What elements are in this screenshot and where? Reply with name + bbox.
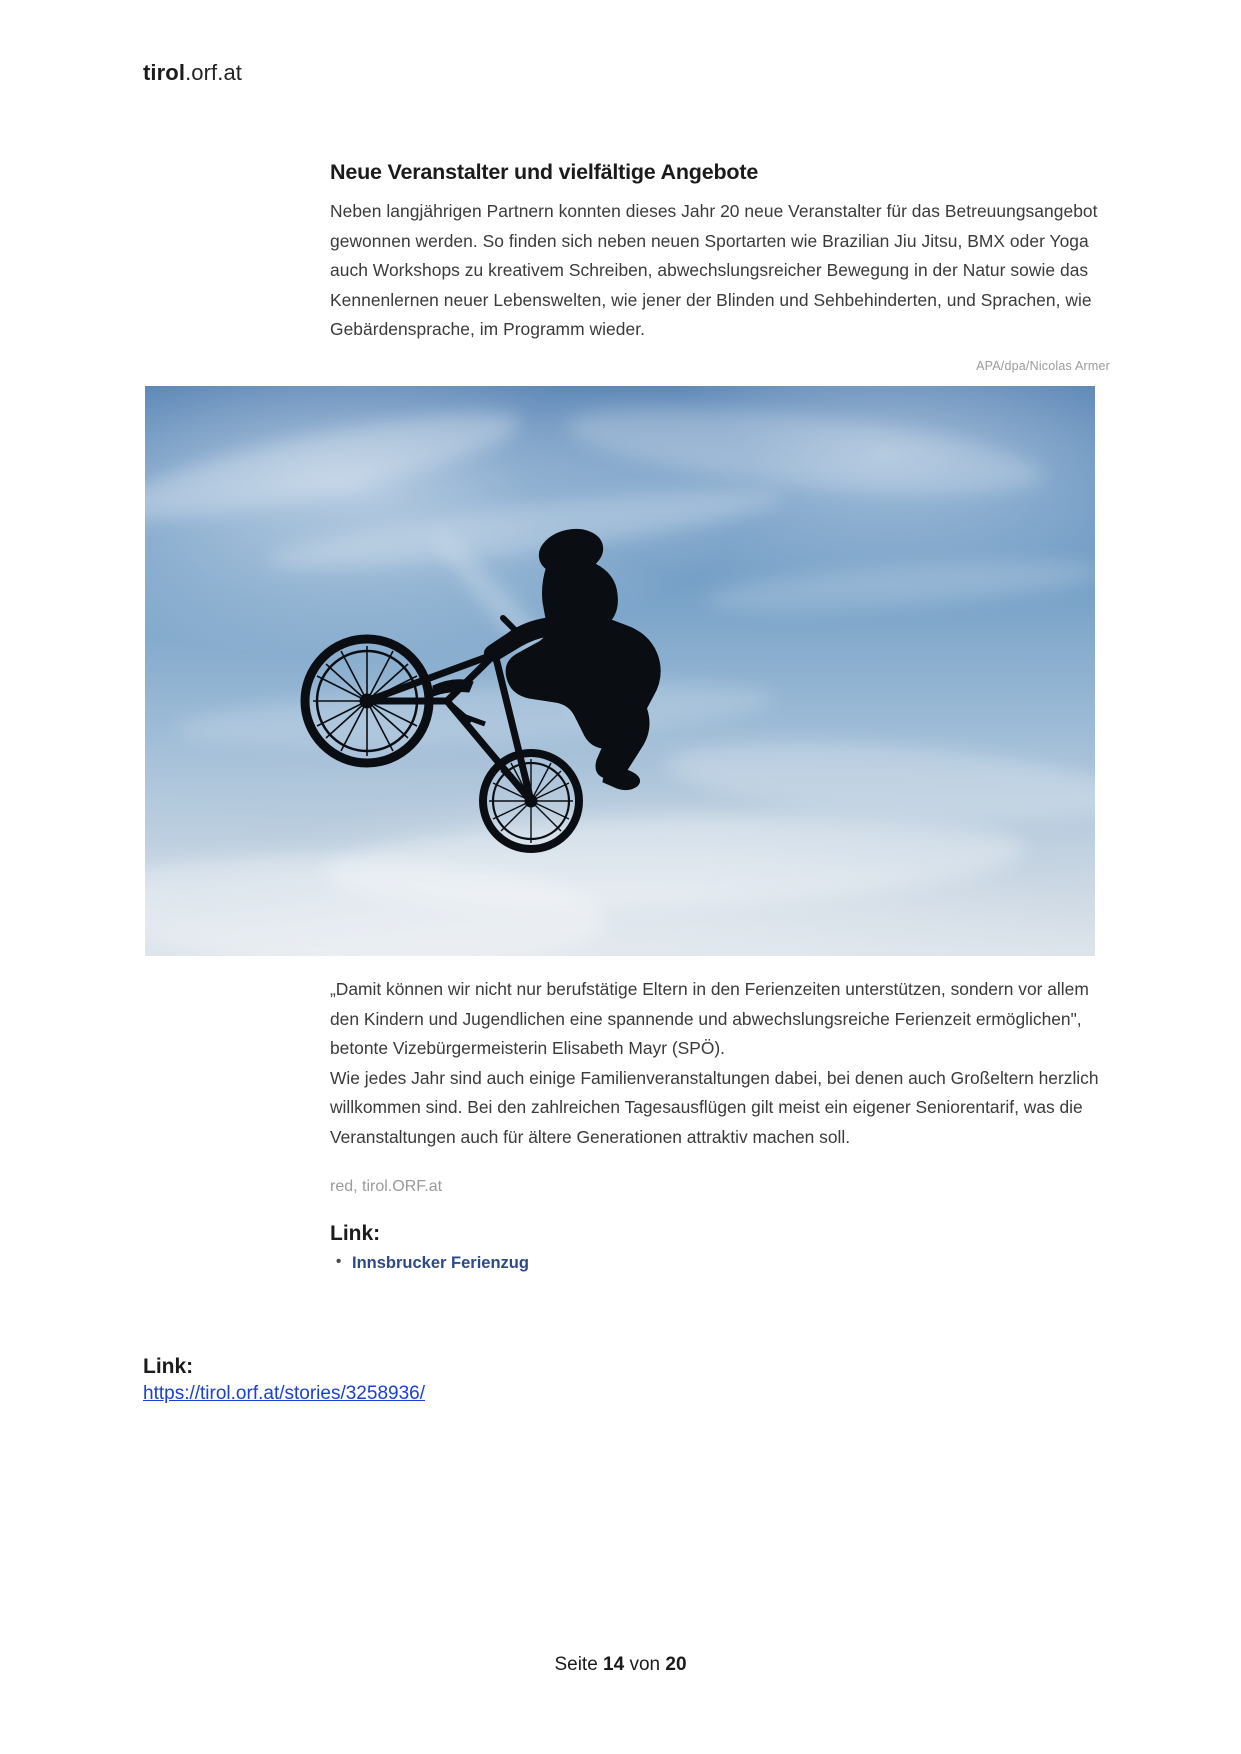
article-byline: red, tirol.ORF.at [330,1178,443,1195]
article-link-label[interactable]: Innsbrucker Ferienzug [352,1254,529,1272]
footer-middle: von [629,1654,661,1675]
article-headline: Neue Veranstalter und vielfältige Angebote [330,160,759,184]
site-logo-rest: .orf.at [185,60,243,85]
source-url-link[interactable]: https://tirol.orf.at/stories/3258936/ [143,1383,425,1404]
footer-prefix: Seite [554,1654,598,1675]
page-footer [0,1654,1241,1676]
footer-page-number: 14 [603,1654,625,1675]
bmx-rider-silhouette [295,526,765,856]
photo-credit: APA/dpa/Nicolas Armer [976,358,1110,373]
article-link-heading: Link: [330,1222,381,1245]
source-link-block [143,1355,425,1405]
list-item[interactable] [352,1254,1120,1273]
article-quote-paragraph: „Damit können wir nicht nur berufstätige Eltern in den Ferienzeiten unterstützen, sondern vor allem den Kindern und Jugendlichen eine spannende und abwechslungsreiche Ferienzeit ermöglichen", betonte Vizebürgermeisterin Elisabeth Mayr (SPÖ). [330,979,1089,1058]
article-closing-paragraph: Wie jedes Jahr sind auch einige Familienveranstaltungen dabei, bei denen auch Großeltern herzlich willkommen sind. Bei den zahlreichen Tagesausflügen gilt meist ein eigener Seniorentarif, was die Veranstaltungen auch für ältere Generationen attraktiv machen soll. [330,1067,1099,1147]
article-photo [145,386,1095,956]
article-paragraph: Neben langjährigen Partnern konnten dieses Jahr 20 neue Veranstalter für das Betreuungsangebot gewonnen werden. So finden sich neben neuen Sportarten wie Brazilian Jiu Jitsu, BMX oder Yoga auch Workshops zu kreativem Schreiben, abwechslungsreicher Bewegung in der Natur sowie das Kennenlernen neuer Lebenswelten, wie jener der Blinden und Sehbehinderten, und Sprachen, wie Gebärdensprache, im Programm wieder. [330,201,1098,339]
article-bottom-block [330,975,1120,1273]
article-top-block [330,160,1110,377]
site-logo [143,60,242,86]
footer-total-pages: 20 [665,1654,687,1675]
site-logo-bold: tirol [143,60,186,85]
article-link-list [330,1254,1120,1273]
source-link-label: Link: [143,1355,194,1378]
